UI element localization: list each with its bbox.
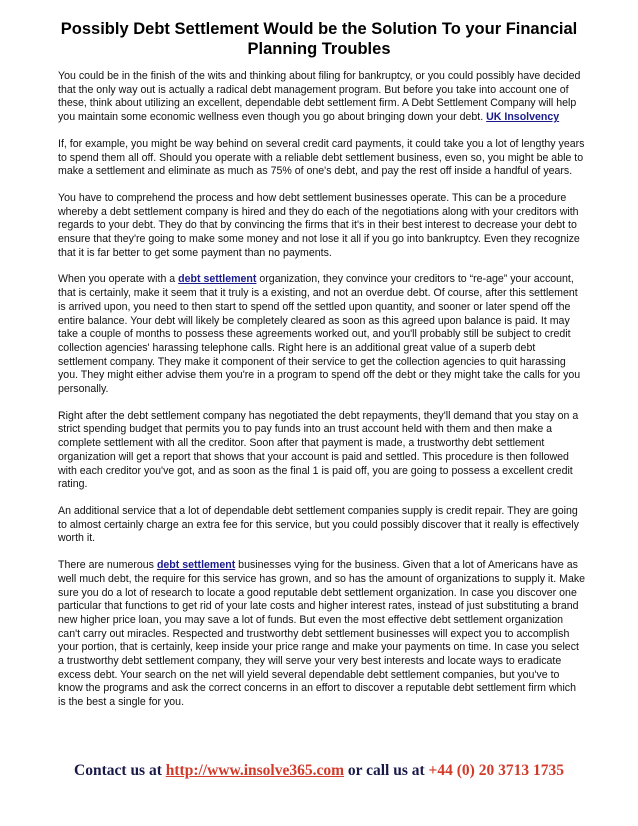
phone-number: +44 (0) 20 3713 1735 — [428, 762, 564, 779]
debt-settlement-link-1[interactable]: debt settlement — [178, 273, 257, 286]
uk-insolvency-link[interactable]: UK Insolvency — [486, 111, 560, 124]
document-title: Possibly Debt Settlement Would be the Solution To your Financial Planning Troubles — [60, 20, 578, 58]
paragraph-1 — [58, 70, 586, 125]
paragraph-2: If, for example, you might be way behind on several credit card payments, it could take you a lot of lengthy years to spend them all off. Should you operate with a reliable debt settlement business, even so, you might be able to make a settlement and eliminate as much as 75% of one's debt, and pay the rest off inside a handful of years. — [58, 137, 585, 178]
paragraph-4-pre: When you operate with a — [58, 273, 179, 286]
paragraph-7-pre: There are numerous — [58, 559, 157, 572]
website-link[interactable]: http://www.insolve365.com — [165, 762, 345, 779]
paragraph-7 — [58, 559, 586, 710]
paragraph-4-post: organization, they convince your creditors to “re-age” your account, that is certainly, make it seem that it truly is a existing, and not an overdue debt. Of course, after this settlement is arrived upon, you need to then start to spend off the settled upon quantity, and sooner or later spend off the entire balance. Your debt will likely be completely cleared as soon as this agreed upon balance is paid. It may take a couple of months to possess these agreements worked out, and you'll probably still be subject to credit collection agencies' harassing telephone calls. Right here is an additional great value of a superb debt settlement company. They make it component of their service to get the collection agencies to quit harassing you. They might either advise them you're in a program to spend off the debt or they might take the calls for you personally. — [58, 273, 581, 396]
contact-middle: or call us at — [344, 762, 429, 779]
article-body — [58, 70, 586, 723]
contact-prefix: Contact us at — [74, 762, 166, 779]
paragraph-4 — [58, 273, 586, 396]
paragraph-1-text: You could be in the finish of the wits and thinking about filing for bankruptcy, or you could possibly have decided that the only way out is actually a radical debt management program. But before you take into account one of these, think about utilizing an excellent, dependable debt settlement firm. A Debt Settlement Company will help you maintain some economic wellness even though you go about bringing down your debt. — [58, 70, 581, 124]
paragraph-7-post: businesses vying for the business. Given that a lot of Americans have as well much debt, the require for this service has grown, and so has the amount of organizations to supply it. Make sure you do a lot of research to locate a good reputable debt settlement organization. In case you discover one particular that functions to get rid of your late costs and higher interest rates, instead of just substituting a brand new higher price loan, you may save a lot of funds. But even the most effective debt settlement organization can't carry out miracles. Respected and trustworthy debt settlement businesses will expect you to accomplish your portion, that is certainly, keep inside your price range and make your payments on time. In case you select a trustworthy debt settlement company, they will serve your very best interests and locate ways to eradicate excess debt. Your search on the net will yield several dependable debt settlement companies, but you've to know the programs and ask the correct concerns in an effort to discover a reputable debt settlement firm which is the best a single for you. — [58, 559, 586, 709]
paragraph-5: Right after the debt settlement company has negotiated the debt repayments, they'll demand that you stay on a strict spending budget that permits you to pay funds into an trust account held with them and then make a complete settlement with all the creditor. Soon after that payment is made, a trustworthy debt settlement organization will get a report that shows that your account is paid and settled. This procedure is then followed with each creditor you've got, and as soon as the final 1 is paid off, you are going to possess a excellent credit rating. — [58, 409, 579, 491]
paragraph-6: An additional service that a lot of dependable debt settlement companies supply is credit repair. They are going to almost certainly charge an extra fee for this service, but you could possibly discover that it really is effectively worth it. — [58, 504, 579, 545]
debt-settlement-link-2[interactable]: debt settlement — [156, 559, 236, 572]
paragraph-3: You have to comprehend the process and how debt settlement businesses operate. This can be a procedure whereby a debt settlement company is hired and they do each of the negotiations along with your creditors with regards to your debt. They do that by convincing the firms that it's in their best interest to decrease your debt to ensure that they're going to make some money and not lose it all if you go into bankruptcy. Even they recognize that it is far better to get some payment than no payments. — [58, 191, 580, 259]
contact-footer — [0, 762, 638, 780]
